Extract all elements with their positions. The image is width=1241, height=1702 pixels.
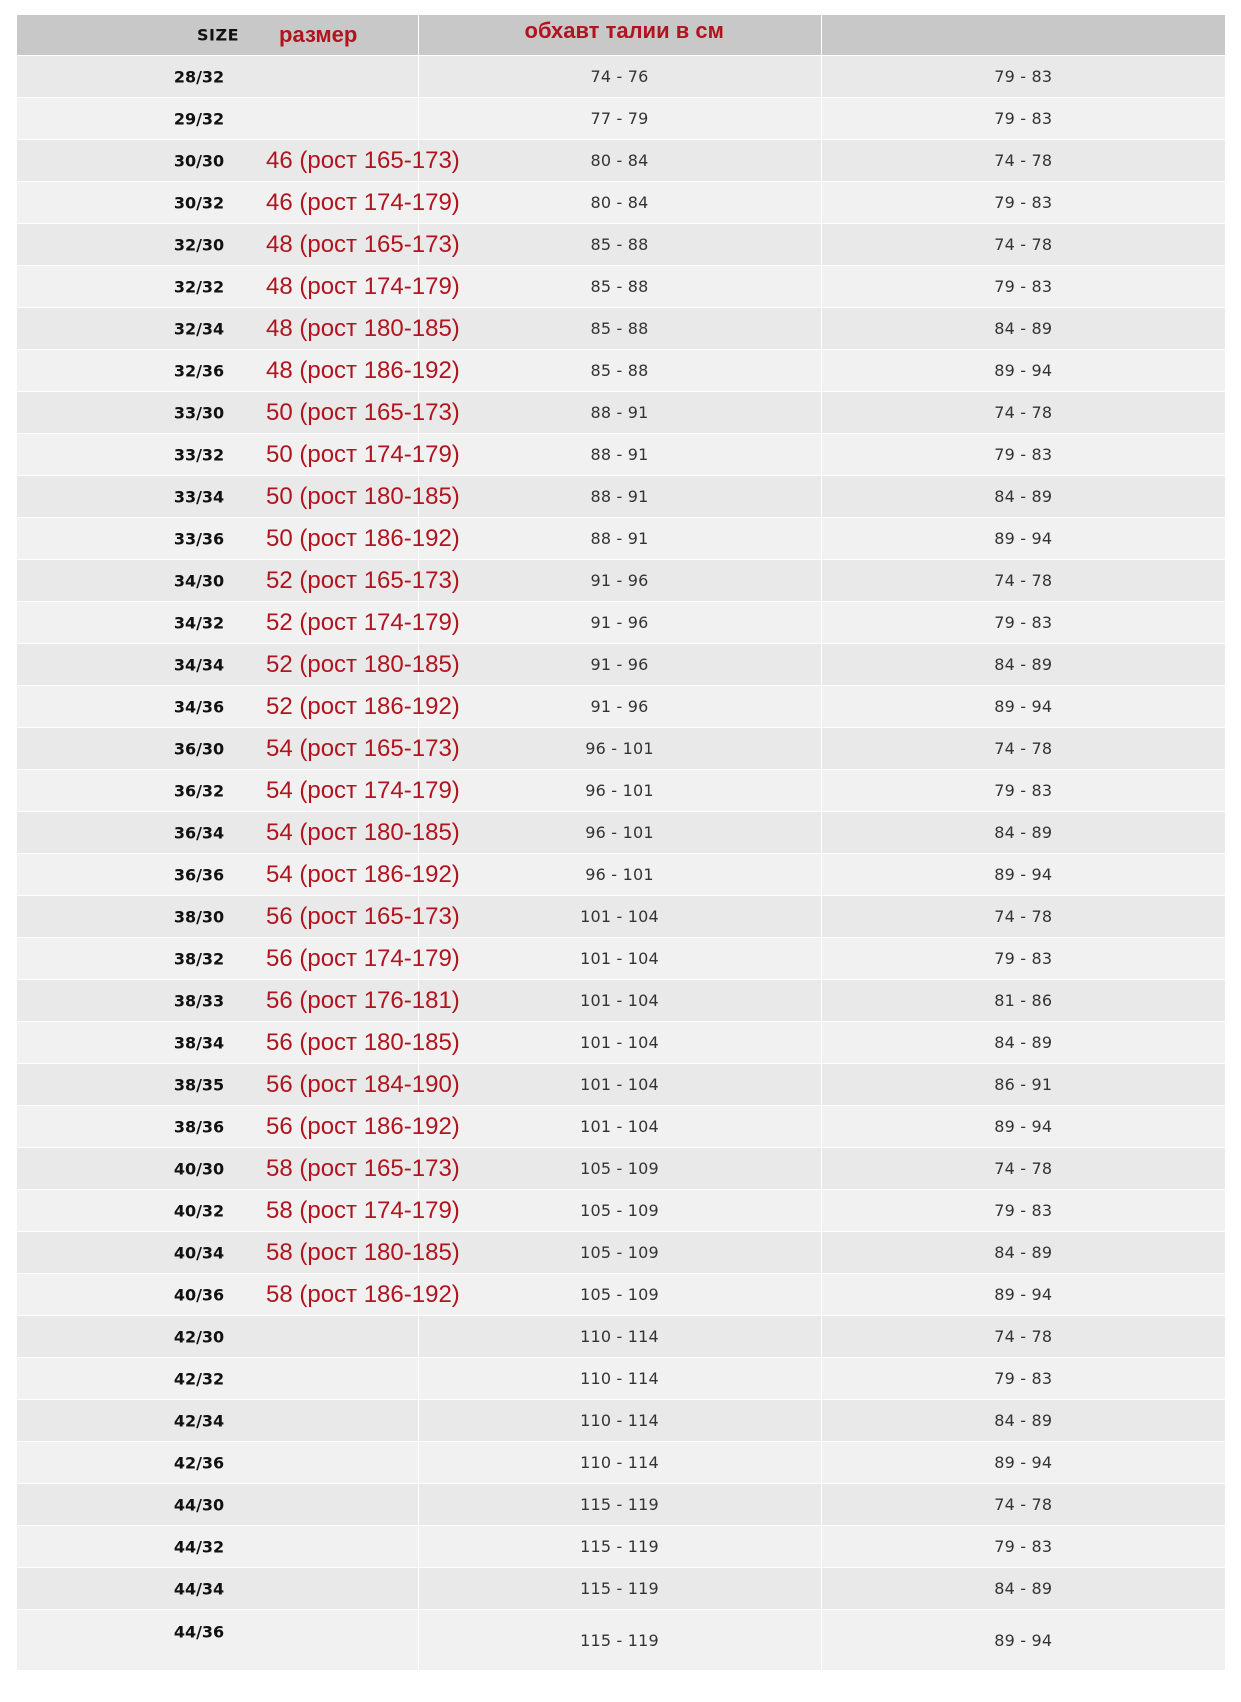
third-value-cell: 89 - 94 <box>821 1442 1225 1484</box>
size-code: 34/32 <box>173 613 225 632</box>
size-code: 38/30 <box>173 907 225 926</box>
table-row <box>17 1022 1225 1064</box>
size-code: 40/32 <box>173 1201 225 1220</box>
size-code: 40/30 <box>173 1159 225 1178</box>
size-code: 38/32 <box>173 949 225 968</box>
size-cell <box>17 1148 460 1190</box>
ru-size-annotation: 48 (рост 186-192) <box>266 356 460 384</box>
third-value-cell: 79 - 83 <box>821 266 1225 308</box>
table-row <box>17 1568 1225 1610</box>
size-cell <box>17 1568 418 1610</box>
ru-size-annotation: 50 (рост 180-185) <box>266 482 460 510</box>
ru-size-annotation: 46 (рост 165-173) <box>266 146 460 174</box>
waist-cell: 96 - 101 <box>418 728 821 770</box>
size-code: 36/32 <box>173 781 225 800</box>
size-code: 44/36 <box>173 1622 225 1642</box>
size-cell <box>17 224 460 266</box>
size-code: 38/33 <box>173 991 225 1010</box>
ru-size-annotation: 54 (рост 165-173) <box>266 734 460 762</box>
third-value-cell: 89 - 94 <box>821 1610 1225 1671</box>
table-row <box>17 266 1225 308</box>
size-code: 30/32 <box>173 193 225 212</box>
table-row <box>17 518 1225 560</box>
third-value-cell: 84 - 89 <box>821 1400 1225 1442</box>
size-code: 36/34 <box>173 823 225 842</box>
ru-size-annotation: 56 (рост 165-173) <box>266 902 460 930</box>
third-value-cell: 84 - 89 <box>821 1568 1225 1610</box>
size-code: 30/30 <box>173 151 225 170</box>
third-value-cell: 89 - 94 <box>821 686 1225 728</box>
size-cell <box>17 140 460 182</box>
table-row <box>17 434 1225 476</box>
waist-cell: 85 - 88 <box>418 308 821 350</box>
size-code: 32/32 <box>173 277 225 296</box>
ru-size-annotation: 48 (рост 165-173) <box>266 230 460 258</box>
size-cell <box>17 392 460 434</box>
table-row <box>17 476 1225 518</box>
ru-size-annotation: 50 (рост 165-173) <box>266 398 460 426</box>
third-value-cell: 81 - 86 <box>821 980 1225 1022</box>
ru-size-annotation: 54 (рост 174-179) <box>266 776 460 804</box>
size-code: 42/36 <box>173 1453 225 1472</box>
waist-cell: 105 - 109 <box>418 1232 821 1274</box>
ru-size-annotation: 58 (рост 165-173) <box>266 1154 460 1182</box>
table-row <box>17 728 1225 770</box>
size-code: 32/36 <box>173 361 225 380</box>
table-header-row <box>17 15 1225 56</box>
waist-cell: 110 - 114 <box>418 1400 821 1442</box>
size-cell <box>17 1442 418 1484</box>
waist-cell: 85 - 88 <box>418 224 821 266</box>
third-value-cell: 79 - 83 <box>821 1190 1225 1232</box>
third-value-cell: 79 - 83 <box>821 434 1225 476</box>
waist-cell: 91 - 96 <box>418 602 821 644</box>
size-cell <box>17 1232 460 1274</box>
size-cell <box>17 308 460 350</box>
table-row <box>17 1442 1225 1484</box>
waist-cell: 96 - 101 <box>418 854 821 896</box>
size-code: 44/32 <box>173 1537 225 1556</box>
ru-size-annotation: 54 (рост 186-192) <box>266 860 460 888</box>
size-code: 42/34 <box>173 1411 225 1430</box>
size-code: 29/32 <box>173 109 225 128</box>
waist-cell: 115 - 119 <box>418 1610 821 1671</box>
size-cell <box>17 1316 418 1358</box>
ru-size-annotation: 56 (рост 186-192) <box>266 1112 460 1140</box>
ru-size-annotation: 56 (рост 176-181) <box>266 986 460 1014</box>
table-row <box>17 98 1225 140</box>
size-code: 40/36 <box>173 1285 225 1304</box>
ru-size-annotation: 50 (рост 186-192) <box>266 524 460 552</box>
ru-size-annotation: 48 (рост 180-185) <box>266 314 460 342</box>
third-value-cell: 89 - 94 <box>821 350 1225 392</box>
third-value-cell: 74 - 78 <box>821 1148 1225 1190</box>
table-row <box>17 1106 1225 1148</box>
header-waist-label: обхавт талии в см <box>524 18 724 43</box>
ru-size-annotation: 52 (рост 180-185) <box>266 650 460 678</box>
ru-size-annotation: 56 (рост 180-185) <box>266 1028 460 1056</box>
table-row <box>17 980 1225 1022</box>
table-row <box>17 308 1225 350</box>
waist-cell: 88 - 91 <box>418 518 821 560</box>
ru-size-annotation: 52 (рост 186-192) <box>266 692 460 720</box>
ru-size-annotation: 58 (рост 180-185) <box>266 1238 460 1266</box>
ru-size-annotation: 58 (рост 174-179) <box>266 1196 460 1224</box>
size-code: 33/36 <box>173 529 225 548</box>
waist-cell: 88 - 91 <box>418 434 821 476</box>
third-value-cell: 74 - 78 <box>821 224 1225 266</box>
table-row <box>17 140 1225 182</box>
size-code: 36/30 <box>173 739 225 758</box>
ru-size-annotation: 56 (рост 184-190) <box>266 1070 460 1098</box>
size-code: 33/34 <box>173 487 225 506</box>
size-cell <box>17 98 418 140</box>
third-value-cell: 79 - 83 <box>821 98 1225 140</box>
table-row <box>17 182 1225 224</box>
header-ru-size-label: размер <box>279 22 358 47</box>
third-value-cell: 89 - 94 <box>821 1274 1225 1316</box>
waist-cell: 105 - 109 <box>418 1274 821 1316</box>
third-value-cell: 74 - 78 <box>821 140 1225 182</box>
ru-size-annotation: 52 (рост 174-179) <box>266 608 460 636</box>
table-row <box>17 686 1225 728</box>
waist-cell: 110 - 114 <box>418 1316 821 1358</box>
third-value-cell: 84 - 89 <box>821 476 1225 518</box>
third-value-cell: 89 - 94 <box>821 1106 1225 1148</box>
size-cell <box>17 560 460 602</box>
third-value-cell: 79 - 83 <box>821 1358 1225 1400</box>
third-value-cell: 74 - 78 <box>821 1316 1225 1358</box>
third-value-cell: 79 - 83 <box>821 56 1225 98</box>
size-code: 34/36 <box>173 697 225 716</box>
table-row <box>17 770 1225 812</box>
table-row <box>17 224 1225 266</box>
table-row <box>17 1484 1225 1526</box>
size-code: 44/30 <box>173 1495 225 1514</box>
table-row <box>17 1064 1225 1106</box>
table-row <box>17 602 1225 644</box>
table-row <box>17 560 1225 602</box>
size-cell <box>17 728 460 770</box>
table-row <box>17 1358 1225 1400</box>
table-row <box>17 1526 1225 1568</box>
waist-cell: 110 - 114 <box>418 1442 821 1484</box>
size-cell <box>17 1190 460 1232</box>
table-row <box>17 1610 1225 1671</box>
size-code: 38/36 <box>173 1117 225 1136</box>
waist-cell: 85 - 88 <box>418 266 821 308</box>
third-value-cell: 86 - 91 <box>821 1064 1225 1106</box>
third-value-cell: 84 - 89 <box>821 644 1225 686</box>
ru-size-annotation: 52 (рост 165-173) <box>266 566 460 594</box>
table-row <box>17 1190 1225 1232</box>
size-cell <box>17 1526 418 1568</box>
ru-size-annotation: 56 (рост 174-179) <box>266 944 460 972</box>
header-size-cell <box>17 15 418 56</box>
size-cell <box>17 812 460 854</box>
waist-cell: 101 - 104 <box>418 980 821 1022</box>
table-row <box>17 350 1225 392</box>
size-cell <box>17 518 460 560</box>
third-value-cell: 84 - 89 <box>821 308 1225 350</box>
waist-cell: 96 - 101 <box>418 812 821 854</box>
size-cell <box>17 1610 418 1671</box>
third-value-cell: 79 - 83 <box>821 182 1225 224</box>
ru-size-annotation: 48 (рост 174-179) <box>266 272 460 300</box>
size-cell <box>17 770 460 812</box>
header-size-label: SIZE <box>197 25 240 45</box>
size-code: 28/32 <box>173 67 225 86</box>
table-row <box>17 896 1225 938</box>
waist-cell: 115 - 119 <box>418 1568 821 1610</box>
size-code: 38/35 <box>173 1075 225 1094</box>
header-waist-cell <box>418 15 821 56</box>
size-code: 40/34 <box>173 1243 225 1262</box>
third-value-cell: 74 - 78 <box>821 1484 1225 1526</box>
third-value-cell: 79 - 83 <box>821 938 1225 980</box>
size-code: 36/36 <box>173 865 225 884</box>
size-code: 42/30 <box>173 1327 225 1346</box>
size-cell <box>17 686 460 728</box>
waist-cell: 88 - 91 <box>418 392 821 434</box>
size-code: 34/30 <box>173 571 225 590</box>
size-code: 42/32 <box>173 1369 225 1388</box>
size-cell <box>17 266 460 308</box>
size-code: 32/34 <box>173 319 225 338</box>
table-row <box>17 938 1225 980</box>
size-code: 38/34 <box>173 1033 225 1052</box>
third-value-cell: 84 - 89 <box>821 1022 1225 1064</box>
size-cell <box>17 182 460 224</box>
size-cell <box>17 602 460 644</box>
third-value-cell: 74 - 78 <box>821 392 1225 434</box>
waist-cell: 80 - 84 <box>418 182 821 224</box>
size-code: 32/30 <box>173 235 225 254</box>
third-value-cell: 74 - 78 <box>821 896 1225 938</box>
ru-size-annotation: 58 (рост 186-192) <box>266 1280 460 1308</box>
size-cell <box>17 476 460 518</box>
table-body <box>17 56 1225 1671</box>
size-cell <box>17 1064 460 1106</box>
waist-cell: 77 - 79 <box>418 98 821 140</box>
table-row <box>17 1148 1225 1190</box>
waist-cell: 91 - 96 <box>418 686 821 728</box>
third-value-cell: 79 - 83 <box>821 602 1225 644</box>
size-chart-table <box>17 15 1225 1670</box>
ru-size-annotation: 46 (рост 174-179) <box>266 188 460 216</box>
ru-size-annotation: 50 (рост 174-179) <box>266 440 460 468</box>
size-cell <box>17 1484 418 1526</box>
size-cell <box>17 1022 460 1064</box>
third-value-cell: 74 - 78 <box>821 728 1225 770</box>
third-value-cell: 79 - 83 <box>821 1526 1225 1568</box>
size-cell <box>17 896 460 938</box>
waist-cell: 91 - 96 <box>418 560 821 602</box>
size-code: 33/32 <box>173 445 225 464</box>
size-cell <box>17 980 460 1022</box>
size-cell <box>17 644 460 686</box>
size-cell <box>17 1400 418 1442</box>
waist-cell: 101 - 104 <box>418 1064 821 1106</box>
table-row <box>17 812 1225 854</box>
waist-cell: 101 - 104 <box>418 1106 821 1148</box>
waist-cell: 74 - 76 <box>418 56 821 98</box>
waist-cell: 96 - 101 <box>418 770 821 812</box>
table-row <box>17 56 1225 98</box>
table-row <box>17 1274 1225 1316</box>
waist-cell: 115 - 119 <box>418 1484 821 1526</box>
size-cell <box>17 938 460 980</box>
size-code: 34/34 <box>173 655 225 674</box>
third-value-cell: 74 - 78 <box>821 560 1225 602</box>
waist-cell: 80 - 84 <box>418 140 821 182</box>
table-row <box>17 1400 1225 1442</box>
size-cell <box>17 434 460 476</box>
waist-cell: 88 - 91 <box>418 476 821 518</box>
size-cell <box>17 1358 418 1400</box>
size-cell <box>17 854 460 896</box>
header-third-cell <box>821 15 1225 56</box>
waist-cell: 101 - 104 <box>418 896 821 938</box>
table-row <box>17 1316 1225 1358</box>
table-row <box>17 392 1225 434</box>
waist-cell: 110 - 114 <box>418 1358 821 1400</box>
size-code: 44/34 <box>173 1579 225 1598</box>
third-value-cell: 84 - 89 <box>821 1232 1225 1274</box>
waist-cell: 115 - 119 <box>418 1526 821 1568</box>
size-cell <box>17 1274 460 1316</box>
third-value-cell: 89 - 94 <box>821 518 1225 560</box>
size-cell <box>17 56 418 98</box>
table-row <box>17 644 1225 686</box>
waist-cell: 101 - 104 <box>418 938 821 980</box>
waist-cell: 101 - 104 <box>418 1022 821 1064</box>
size-cell <box>17 350 460 392</box>
table-row <box>17 854 1225 896</box>
table-row <box>17 1232 1225 1274</box>
size-cell <box>17 1106 460 1148</box>
waist-cell: 91 - 96 <box>418 644 821 686</box>
third-value-cell: 89 - 94 <box>821 854 1225 896</box>
third-value-cell: 79 - 83 <box>821 770 1225 812</box>
ru-size-annotation: 54 (рост 180-185) <box>266 818 460 846</box>
size-code: 33/30 <box>173 403 225 422</box>
waist-cell: 105 - 109 <box>418 1190 821 1232</box>
waist-cell: 105 - 109 <box>418 1148 821 1190</box>
waist-cell: 85 - 88 <box>418 350 821 392</box>
third-value-cell: 84 - 89 <box>821 812 1225 854</box>
